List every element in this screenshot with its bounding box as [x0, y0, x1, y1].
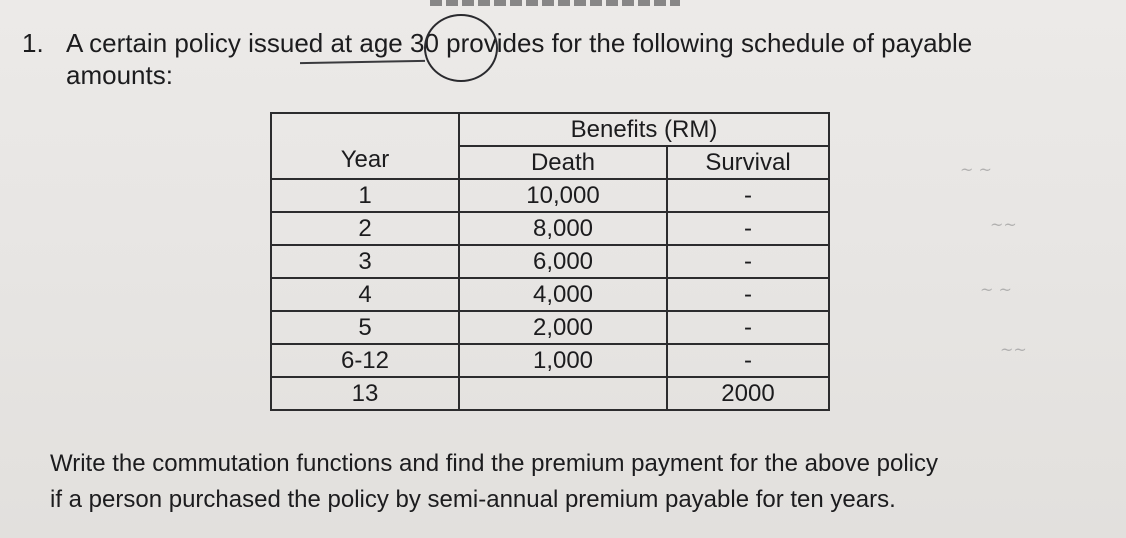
- handwritten-underline-mark: [300, 60, 425, 64]
- faint-pencil-scribble: ~ ~: [960, 160, 992, 179]
- cell-year: 6-12: [271, 344, 459, 377]
- header-survival: Survival: [667, 146, 829, 179]
- table-row: [271, 245, 829, 278]
- benefits-table: [270, 112, 830, 411]
- cell-survival: -: [667, 212, 829, 245]
- header-death: Death: [459, 146, 667, 179]
- cell-year: 1: [271, 179, 459, 212]
- cell-death: 2,000: [459, 311, 667, 344]
- cell-survival: -: [667, 179, 829, 212]
- table-row: [271, 179, 829, 212]
- cell-death: 6,000: [459, 245, 667, 278]
- cell-year: 5: [271, 311, 459, 344]
- cell-death: 1,000: [459, 344, 667, 377]
- cell-survival: -: [667, 344, 829, 377]
- table-header-row-1: [271, 113, 829, 146]
- cell-survival: -: [667, 245, 829, 278]
- table-row: [271, 212, 829, 245]
- header-year: Year: [271, 113, 459, 179]
- table-row: [271, 344, 829, 377]
- cell-death: 8,000: [459, 212, 667, 245]
- cell-survival: -: [667, 311, 829, 344]
- faint-pencil-scribble: ~~: [1000, 340, 1027, 359]
- instruction-paragraph: [50, 446, 938, 518]
- cell-year: 3: [271, 245, 459, 278]
- table-row: [271, 311, 829, 344]
- cropped-heading-strip: [430, 0, 680, 6]
- question-text-line-2: amounts:: [66, 60, 173, 90]
- question-number: 1.: [22, 28, 44, 58]
- cell-survival: -: [667, 278, 829, 311]
- table-row: [271, 377, 829, 410]
- instruction-line-1: Write the commutation functions and find the premium payment for the above policy: [50, 450, 939, 477]
- cell-survival: 2000: [667, 377, 829, 410]
- cell-year: 13: [271, 377, 459, 410]
- faint-pencil-scribble: ~ ~: [980, 280, 1012, 299]
- cell-year: 4: [271, 278, 459, 311]
- table-row: [271, 278, 829, 311]
- instruction-line-2: if a person purchased the policy by semi-annual premium payable for ten years.: [50, 486, 896, 513]
- cell-year: 2: [271, 212, 459, 245]
- cell-death: [459, 377, 667, 410]
- cell-death: 10,000: [459, 179, 667, 212]
- cell-death: 4,000: [459, 278, 667, 311]
- handwritten-circle-mark: [424, 14, 498, 82]
- question-text-line-1: A certain policy issued at age 30 provides for the following schedule of payable: [66, 28, 973, 58]
- header-benefits: Benefits (RM): [459, 113, 829, 146]
- faint-pencil-scribble: ~~: [990, 215, 1017, 234]
